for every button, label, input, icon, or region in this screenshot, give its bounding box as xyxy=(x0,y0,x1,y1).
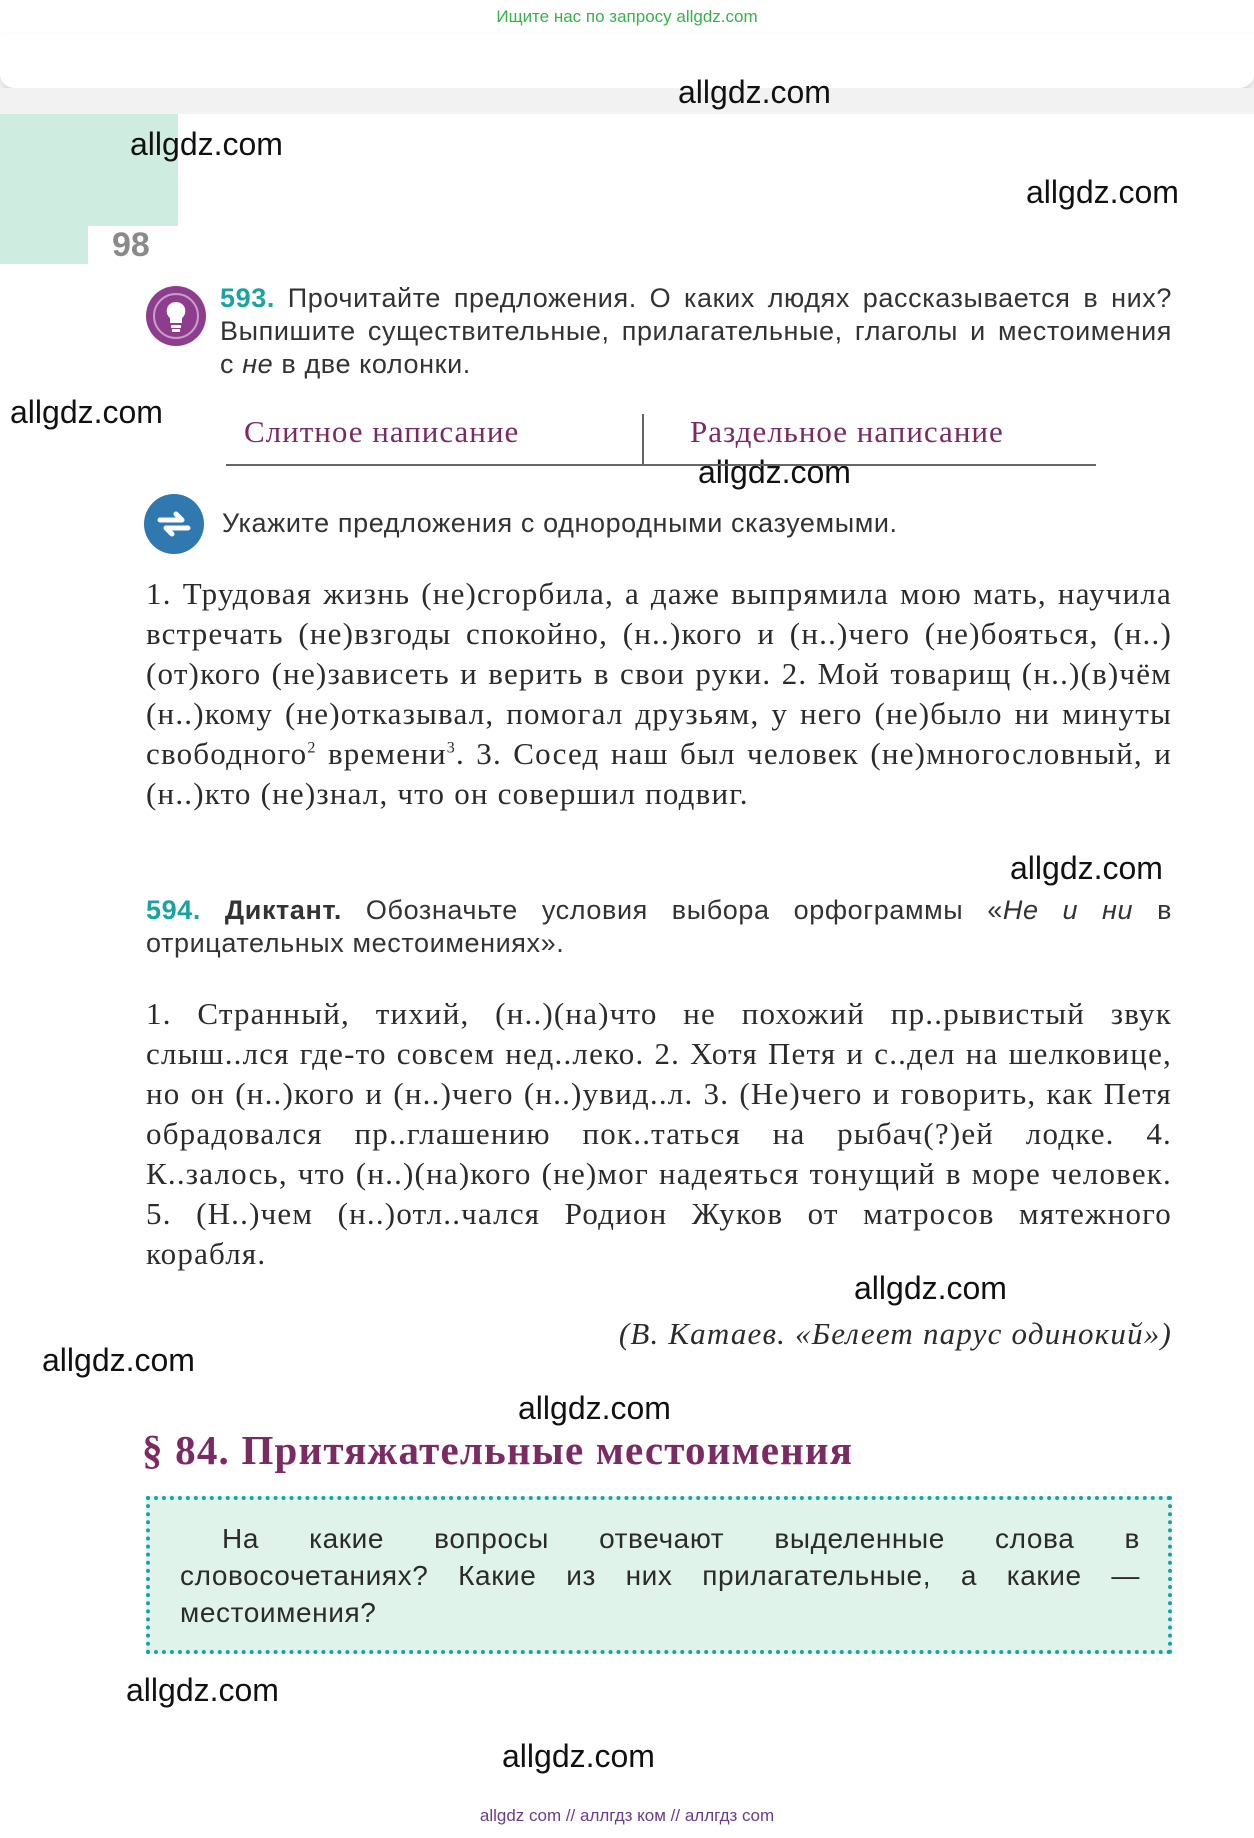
watermark: allgdz.com xyxy=(1010,850,1163,886)
exercise-title: Диктант. xyxy=(224,895,342,925)
top-banner[interactable]: Ищите нас по запросу allgdz.com xyxy=(496,7,758,26)
watermark: allgdz.com xyxy=(126,1672,279,1708)
task-text: Прочитайте предложения. О каких людях рассказывается в них? Выпишите существительные, прилагательные, глаголы и местоимения с xyxy=(220,283,1172,379)
footnote-marker: 2 xyxy=(307,739,317,757)
watermark: allgdz.com xyxy=(518,1390,671,1426)
section-heading: § 84. Притяжательные местоимения xyxy=(142,1427,854,1473)
watermark: allgdz.com xyxy=(42,1342,195,1378)
lightbulb-icon xyxy=(146,286,206,346)
text-part: времени xyxy=(327,736,447,771)
footnote-marker: 3 xyxy=(446,739,456,757)
exercise-593-task xyxy=(220,282,1172,381)
watermark: allgdz.com xyxy=(698,454,851,490)
watermark: allgdz.com xyxy=(854,1270,1007,1306)
search-card xyxy=(0,34,1254,88)
exercise-593-text xyxy=(146,574,1172,814)
watermark: allgdz.com xyxy=(502,1738,655,1774)
repeat-icon xyxy=(144,494,204,554)
exercise-number: 593. xyxy=(220,283,275,313)
question-box xyxy=(146,1496,1172,1654)
page-corner-decoration-small xyxy=(0,226,88,264)
subtask-text: Укажите предложения с однородными сказуемыми. xyxy=(222,508,898,538)
watermark: allgdz.com xyxy=(130,126,283,162)
exercise-number: 594. xyxy=(146,895,201,925)
question-text: На какие вопросы отвечают выделенные слова в словосочетаниях? Какие из них прилагательные, а какие — местоимения? xyxy=(180,1523,1140,1628)
task-italic: Не и ни xyxy=(1002,895,1134,925)
exercise-594-task xyxy=(146,894,1172,960)
text-part: 1. Трудовая жизнь (не)сгорбила, а даже выпрямила мою мать, научила встречать (не)взгоды спокойно, (н..)кого и (н..)чего (не)бояться, (н..)(от)кого (не)зависеть и верить в свои руки. 2. Мой товарищ (н..)(в)чём (н..)кому (не)отказывал, помогал друзьям, у него (не)было ни минуты свободного xyxy=(146,576,1172,771)
separator xyxy=(0,88,1254,114)
footer-links[interactable]: allgdz com // аллгдз ком // аллгдз com xyxy=(479,1806,775,1825)
column-header-separate: Раздельное написание xyxy=(690,414,1004,449)
columns-table xyxy=(226,408,1096,466)
column-divider xyxy=(642,414,644,464)
watermark: allgdz.com xyxy=(1026,174,1179,210)
task-italic: не xyxy=(242,349,274,379)
column-header-joint: Слитное написание xyxy=(244,414,520,449)
dictation-source: (В. Катаев. «Белеет парус одинокий») xyxy=(618,1316,1172,1351)
task-text-end: в две колонки. xyxy=(281,349,471,379)
page-number: 98 xyxy=(112,226,150,264)
text-part: . 3. Сосед наш был человек (не)многословный, и (н..)кто (не)знал, что он совершил подвиг. xyxy=(146,736,1172,811)
task-text: Обозначьте условия выбора орфограммы « xyxy=(365,895,1003,925)
watermark: allgdz.com xyxy=(10,394,163,430)
dictation-text: 1. Странный, тихий, (н..)(на)что не похожий пр..рывистый звук слыш..лся где-то совсем нед..леко. 2. Хотя Петя и с..дел на шелковице, но он (н..)кого и (н..)чего (н..)увид..л. 3. (Не)чего и говорить, как Петя обрадовался пр..глашению пок..таться на рыбач(?)ей лодке. 4. К..залось, что (н..)(на)кого (не)мог надеяться тонущий в море человек. 5. (Н..)чем (н..)отл..чался Родион Жуков от матросов мятежного корабля. xyxy=(146,996,1172,1271)
watermark: allgdz.com xyxy=(678,74,831,110)
task-text-end: в отрицательных местоимениях». xyxy=(146,895,1173,958)
